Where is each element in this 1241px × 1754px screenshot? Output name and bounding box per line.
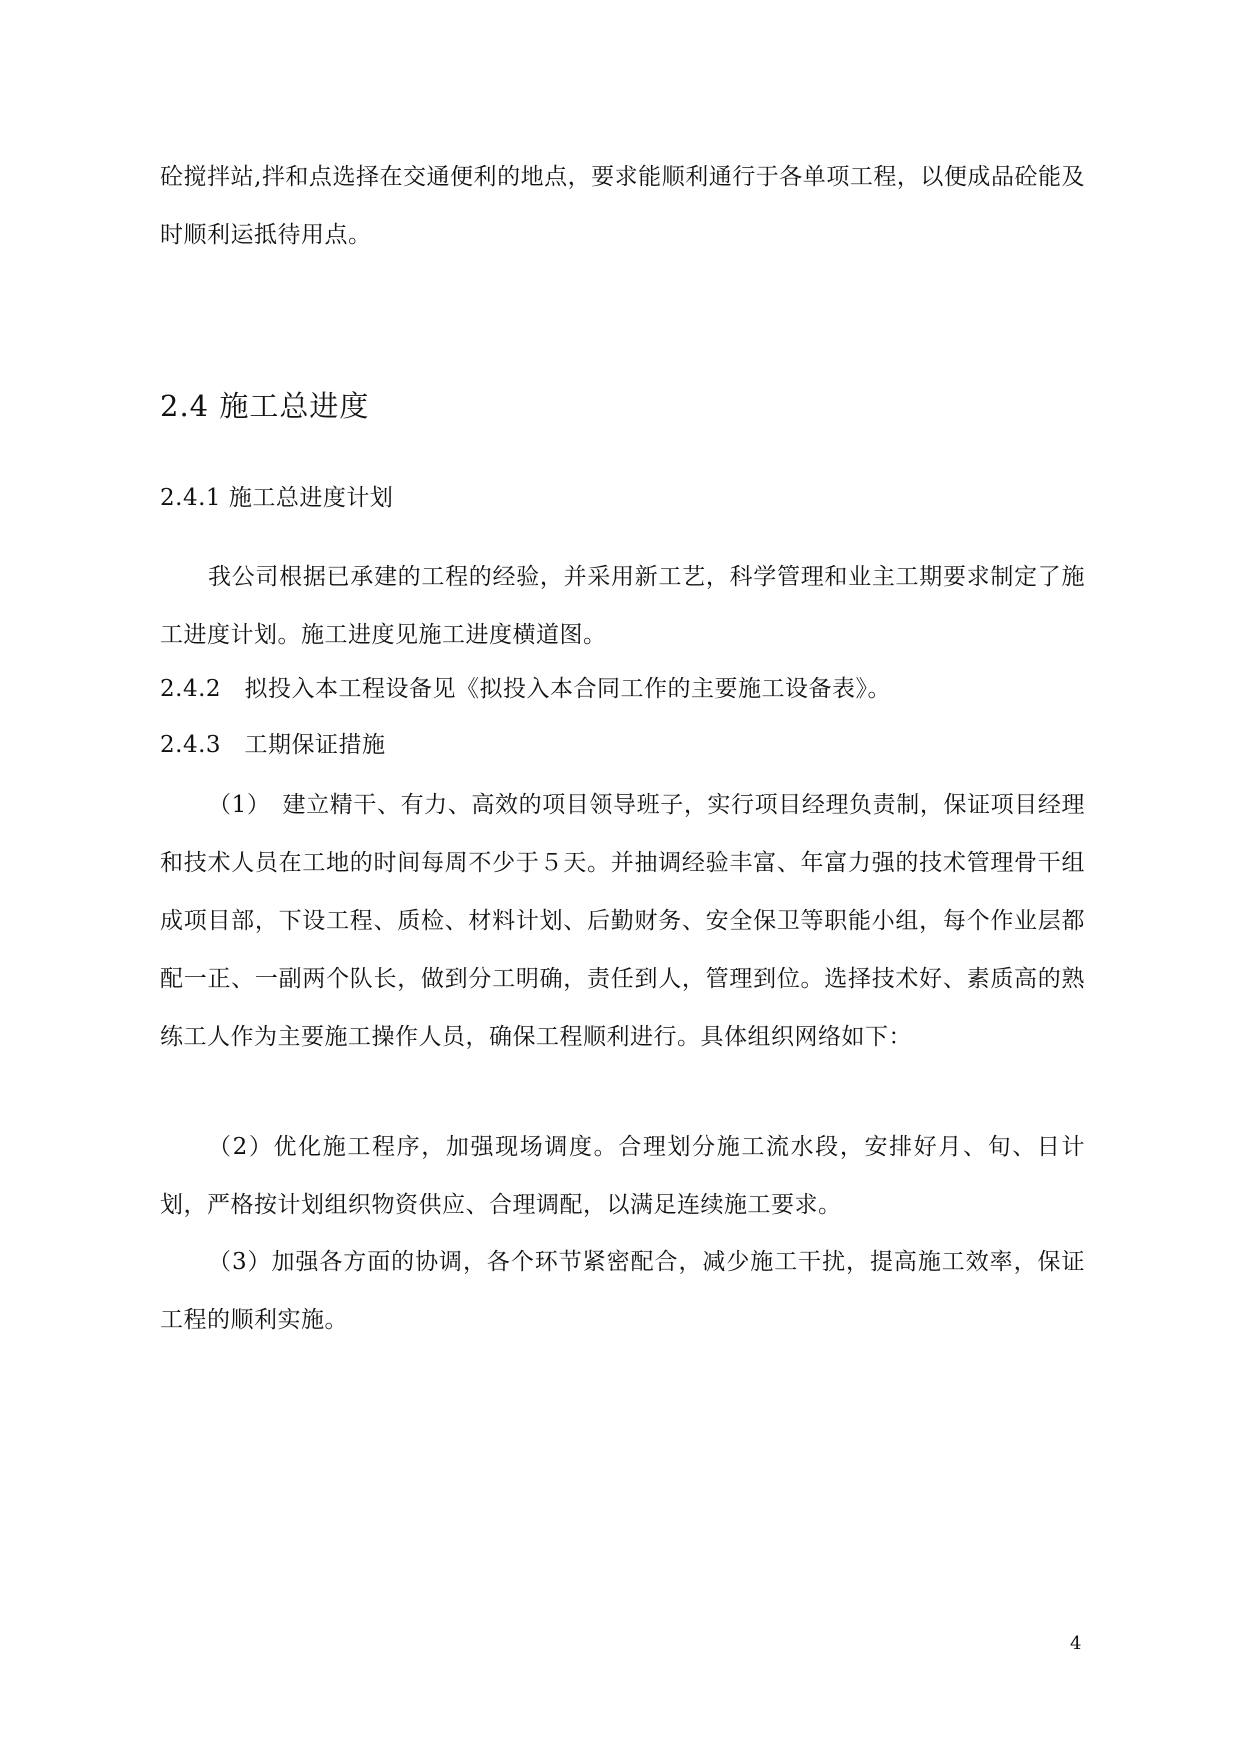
section-heading: 2.4 施工总进度	[160, 389, 370, 423]
page-number: 4	[1070, 1633, 1082, 1654]
measure-2-paragraph: （2）优化施工程序，加强现场调度。合理划分施工流水段，安排好月、旬、日计划，严格按计划组织物资供应、合理调配，以满足连续施工要求。	[160, 1134, 1085, 1218]
subsection-heading-2-4-1: 2.4.1 施工总进度计划	[160, 485, 394, 511]
paragraph-2-4-1: 我公司根据已承建的工程的经验，并采用新工艺，科学管理和业主工期要求制定了施工进度计划。施工进度见施工进度横道图。	[160, 564, 1085, 648]
measure-3-paragraph: （3）加强各方面的协调，各个环节紧密配合，减少施工干扰，提高施工效率，保证工程的顺利实施。	[160, 1249, 1085, 1333]
intro-paragraph: 砼搅拌站,拌和点选择在交通便利的地点，要求能顺利通行于各单项工程，以便成品砼能及时顺利运抵待用点。	[160, 164, 1085, 248]
measure-1-paragraph: （1） 建立精干、有力、高效的项目领导班子，实行项目经理负责制，保证项目经理和技术人员在工地的时间每周不少于５天。并抽调经验丰富、年富力强的技术管理骨干组成项目部，下设工程、质检、材料计划、后勤财务、安全保卫等职能小组，每个作业层都配一正、一副两个队长，做到分工明确，责任到人，管理到位。选择技术好、素质高的熟练工人作为主要施工操作人员，确保工程顺利进行。具体组织网络如下：	[160, 792, 1085, 1050]
subsection-heading-2-4-2: 2.4.2 拟投入本工程设备见《拟投入本合同工作的主要施工设备表》。	[160, 676, 892, 702]
subsection-heading-2-4-3: 2.4.3 工期保证措施	[160, 732, 386, 758]
